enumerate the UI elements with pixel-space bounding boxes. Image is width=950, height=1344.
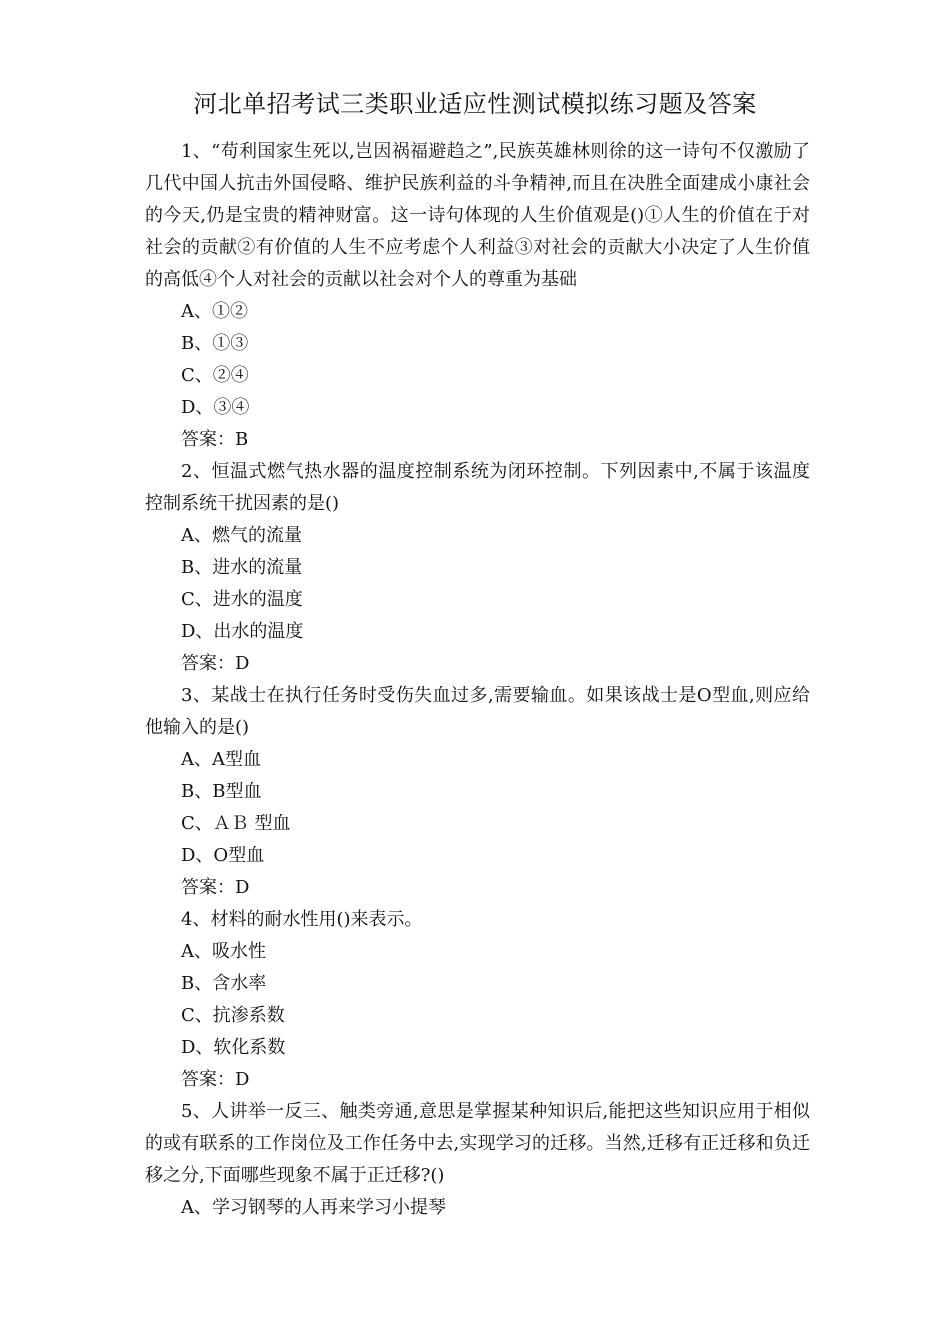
answer-key: 答案：D bbox=[181, 1069, 250, 1090]
answer-option: B、B型血 bbox=[181, 781, 262, 802]
question-list bbox=[145, 136, 810, 1224]
answer-key: 答案：D bbox=[181, 877, 250, 898]
question-text: 1、“苟利国家生死以,岂因祸福避趋之”,民族英雄林则徐的这一诗句不仅激励了几代中国人抗击外国侵略、维护民族利益的斗争精神,而且在决胜全面建成小康社会的今天,仍是宝贵的精神财富。这一诗句体现的人生价值观是()①人生的价值在于对社会的贡献②有价值的人生不应考虑个人利益③对社会的贡献大小决定了人生价值的高低④个人对社会的贡献以社会对个人的尊重为基础 bbox=[145, 141, 810, 290]
question-text: 5、人讲举一反三、触类旁通,意思是掌握某种知识后,能把这些知识应用于相似的或有联系的工作岗位及工作任务中去,实现学习的迁移。当然,迁移有正迁移和负迁移之分,下面哪些现象不属于正迁移?() bbox=[145, 1101, 810, 1186]
answer-option: A、①② bbox=[181, 301, 248, 322]
answer-option: D、③④ bbox=[181, 397, 250, 418]
answer-option: D、O型血 bbox=[181, 845, 265, 866]
answer-option: B、进水的流量 bbox=[181, 557, 303, 578]
answer-option: B、①③ bbox=[181, 333, 249, 354]
answer-key: 答案：B bbox=[181, 429, 249, 450]
answer-option: C、进水的温度 bbox=[181, 589, 303, 610]
document-title: 河北单招考试三类职业适应性测试模拟练习题及答案 bbox=[193, 90, 757, 118]
answer-option: A、学习钢琴的人再来学习小提琴 bbox=[181, 1197, 446, 1218]
answer-option: B、含水率 bbox=[181, 973, 267, 994]
answer-option: C、抗渗系数 bbox=[181, 1005, 285, 1026]
answer-option: D、软化系数 bbox=[181, 1037, 286, 1058]
question-text: 4、材料的耐水性用()来表示。 bbox=[181, 909, 423, 930]
answer-option: A、燃气的流量 bbox=[181, 525, 302, 546]
answer-option: D、出水的温度 bbox=[181, 621, 304, 642]
answer-option: C、ＡＢ 型血 bbox=[181, 813, 291, 834]
answer-option: A、吸水性 bbox=[181, 941, 266, 962]
question-text: 2、恒温式燃气热水器的温度控制系统为闭环控制。下列因素中,不属于该温度控制系统干扰因素的是() bbox=[145, 461, 810, 514]
answer-option: C、②④ bbox=[181, 365, 249, 386]
question-text: 3、某战士在执行任务时受伤失血过多,需要输血。如果该战士是O型血,则应给他输入的是() bbox=[145, 685, 810, 738]
answer-option: A、A型血 bbox=[181, 749, 261, 770]
answer-key: 答案：D bbox=[181, 653, 250, 674]
